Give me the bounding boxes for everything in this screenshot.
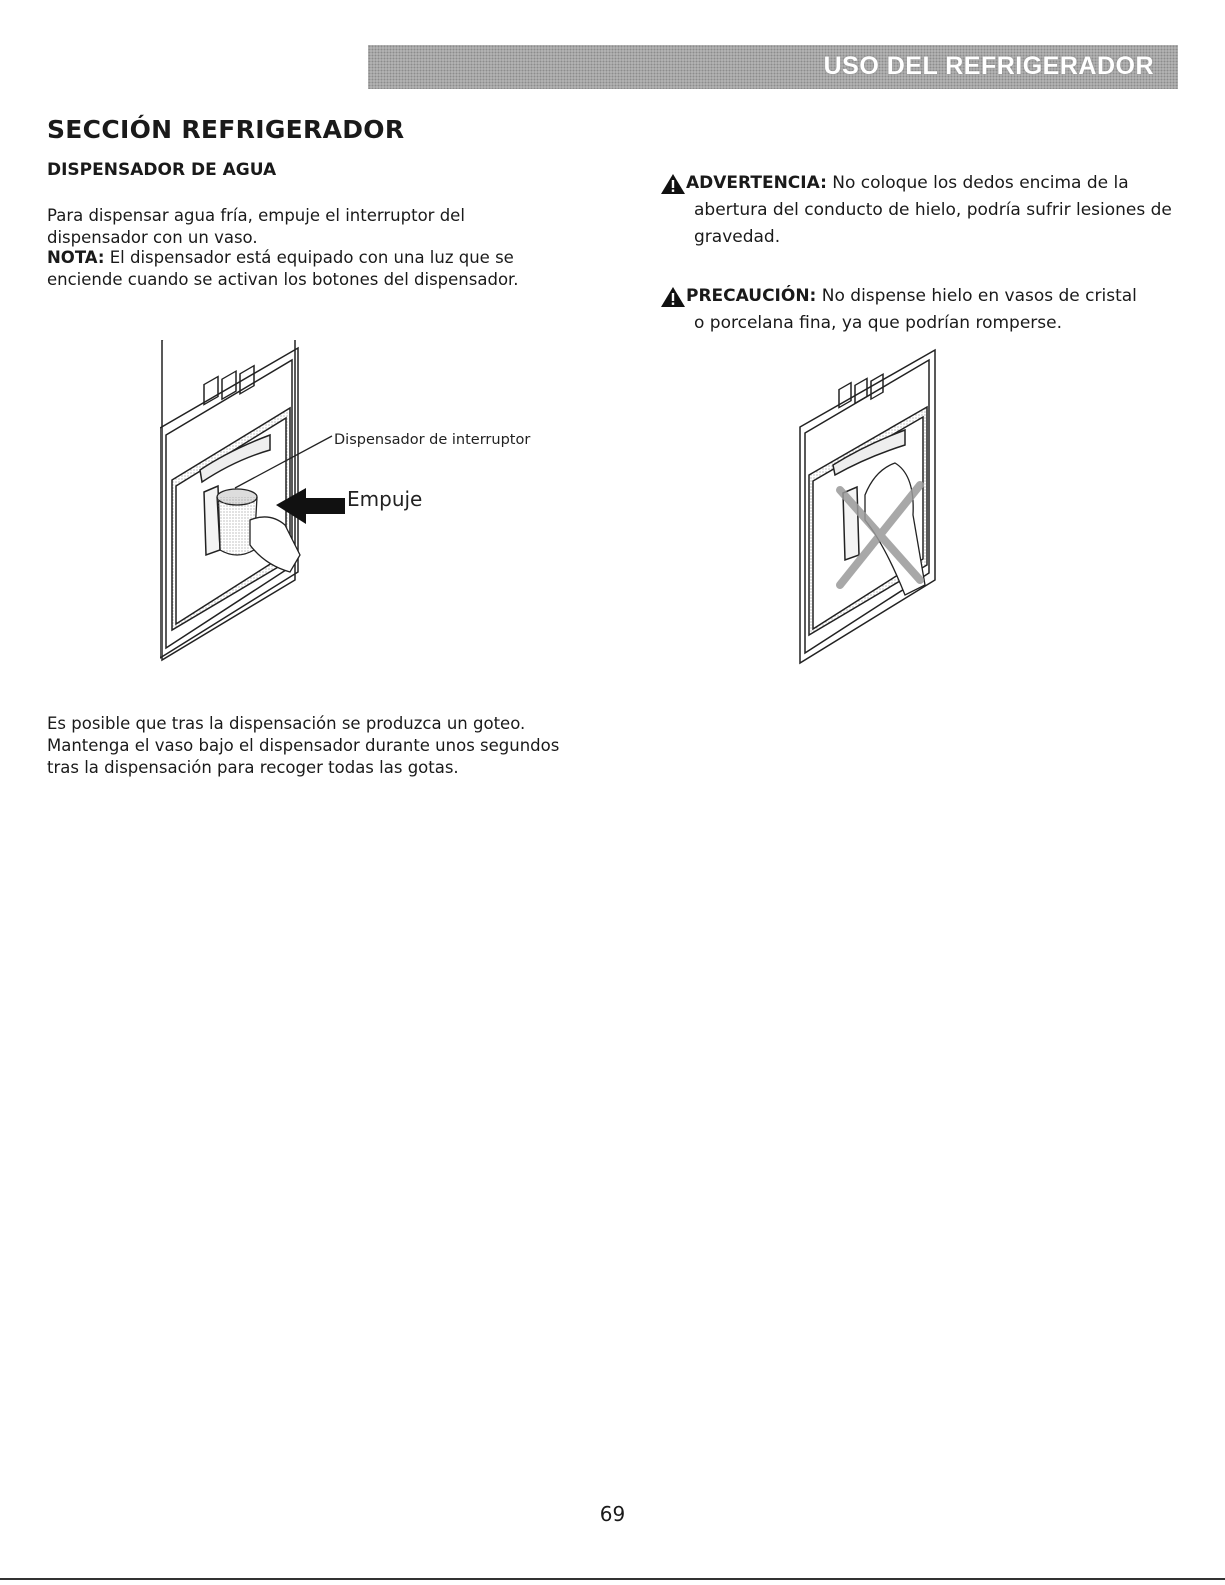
warning-advertencia-label: ADVERTENCIA: (686, 173, 827, 193)
warning-precaucion-line (686, 283, 1175, 310)
warning-triangle-icon (660, 286, 686, 308)
warning-advertencia-text-2: abertura del conducto de hielo, podría sufrir lesiones de gravedad. (694, 200, 1172, 247)
ice-chute-warning-illustration (795, 345, 955, 670)
warning-advertencia-line (686, 170, 1175, 197)
drip-paragraph: Es posible que tras la dispensación se produzca un goteo. Mantenga el vaso bajo el dispensador durante unos segundos tras la dispensación para recoger todas las gotas. (47, 714, 560, 777)
section-title: SECCIÓN REFRIGERADOR (47, 115, 405, 144)
warning-precaucion-label: PRECAUCIÓN: (686, 286, 817, 306)
nota-paragraph (47, 247, 567, 291)
page-number: 69 (599, 1502, 626, 1526)
warning-advertencia-text-1: No coloque los dedos encima de la (826, 173, 1129, 193)
intro-paragraph: Para dispensar agua fría, empuje el interruptor del dispensador con un vaso. (47, 206, 465, 247)
warning-triangle-icon (660, 173, 686, 195)
warning-precaucion (660, 283, 1175, 337)
subsection-title: DISPENSADOR DE AGUA (47, 160, 277, 180)
warning-precaucion-text-1: No dispense hielo en vasos de cristal (816, 286, 1137, 306)
figure-callout-label: Dispensador de interruptor (334, 432, 531, 448)
nota-text: El dispensador está equipado con una luz que se enciende cuando se activan los botones del dispensador. (47, 248, 519, 289)
nota-label: NOTA: (47, 248, 105, 267)
figure-push-label: Empuje (347, 487, 423, 511)
header-banner-title: USO DEL REFRIGERADOR (823, 52, 1154, 80)
warning-advertencia (660, 170, 1175, 251)
header-banner (368, 45, 1178, 89)
warning-precaucion-text-2: o porcelana fina, ya que podrían romperse. (694, 313, 1062, 333)
bottom-rule (0, 1578, 1225, 1580)
